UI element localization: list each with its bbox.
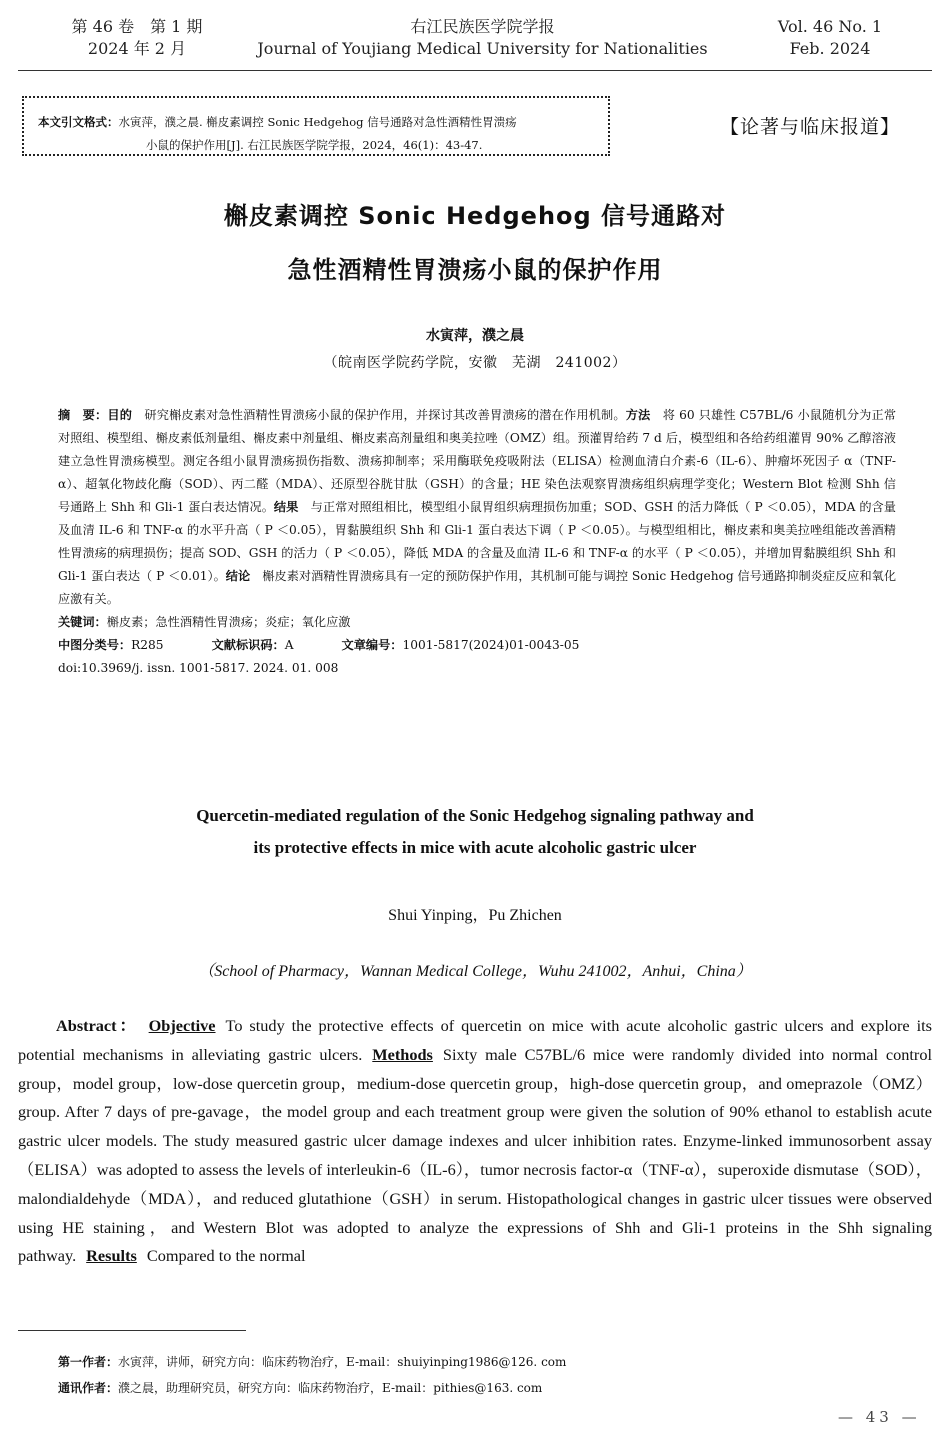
footnote-rule: [18, 1330, 246, 1331]
title-cn-line-2: 急性酒精性胃溃疡小鼠的保护作用: [287, 256, 663, 284]
abstract-en-methods: Sixty male C57BL/6 mice were randomly divided into normal control group，model group，low-dose quercetin group，medium-dose quercetin group，high-dose quercetin group，and omeprazole（OMZ）group. After 7 days of pre-gavage，the model group and each treatment group were given the solution of 90% ethanol to establish acute gastric ulcer models. The study measured gastric ulcer damage indexes and ulcer inhibition rates. Enzyme-linked immunosorbent assay（ELISA）was adopted to assess the levels of interleukin-6（IL-6），tumor necrosis factor-α（TNF-α），superoxide dismutase（SOD），malondialdehyde（MDA），and reduced glutathione（GSH）in serum. Histopathological changes in gastric ulcer tissues were observed using HE staining，and Western Blot was adopted to analyze the expressions of Shh and Gli-1 proteins in the Shh signaling pathway.: [18, 1044, 933, 1266]
doc-code-label: 文献标识码：: [211, 638, 285, 652]
abstract-cn-body: [58, 404, 896, 611]
header-journal-block: [240, 16, 725, 60]
citation-text-1: 水寅萍，濮之晨. 槲皮素调控 Sonic Hedgehog 信号通路对急性酒精性胃溃疡: [118, 115, 517, 129]
page-number: — 43 —: [838, 1408, 921, 1426]
header-volume-block: [62, 16, 212, 60]
citation-box: [22, 96, 610, 156]
doi: doi:10.3969/j. issn. 1001-5817. 2024. 01. 008: [58, 661, 339, 675]
corresponding-author-label: 通讯作者：: [58, 1381, 119, 1395]
abstract-cn: [58, 404, 896, 680]
abstract-cn-results: 与正常对照组相比，模型组小鼠胃组织病理损伤加重；SOD、GSH 的活力降低（ P ＜0.05），MDA 的含量及血清 IL-6 和 TNF-α 的水平升高（ P ＜0.05），胃黏膜组织 Shh 和 Gli-1 蛋白表达下调（ P ＜0.05）。与模型组相比，槲皮素和奥美拉唑组能改善酒精性胃溃疡的病理损伤；提高 SOD、GSH 的活力（ P ＜0.05），降低 MDA 的含量及血清 IL-6 和 TNF-α 的水平（ P ＜0.05），并增加胃黏膜组织 Shh 和 Gli-1 蛋白表达（ P ＜0.01）。: [58, 500, 896, 583]
header-volume-en: Vol. 46 No. 1: [777, 17, 883, 36]
authors-cn: 水寅萍，濮之晨: [426, 328, 524, 344]
title-en-line-1: Quercetin-mediated regulation of the Sonic Hedgehog signaling pathway and: [196, 806, 754, 825]
title-cn-line-1: 槲皮素调控 Sonic Hedgehog 信号通路对: [223, 202, 727, 230]
abstract-en-results-label: Results: [86, 1246, 137, 1266]
authors-en: Shui Yinping，Pu Zhichen: [388, 907, 562, 924]
header-journal-en: Journal of Youjiang Medical University for Nationalities: [257, 39, 708, 58]
abstract-en-methods-label: Methods: [372, 1044, 433, 1064]
header-date-en: Feb. 2024: [789, 39, 871, 58]
section-tag: 【论著与临床报道】: [720, 116, 901, 138]
header-rule: [18, 70, 932, 71]
article-number-value: 1001-5817(2024)01-0043-05: [402, 638, 580, 652]
title-en-line-2: its protective effects in mice with acute alcoholic gastric ulcer: [253, 838, 697, 857]
citation-line-1: [38, 111, 598, 134]
doc-code-value: A: [284, 638, 294, 652]
affiliation-cn: （皖南医学院药学院，安徽 芜湖 241002）: [323, 355, 627, 371]
header-journal-cn: 右江民族医学院学报: [410, 17, 555, 36]
abstract-cn-methods: 将 60 只雄性 C57BL/6 小鼠随机分为正常对照组、模型组、槲皮素低剂量组、槲皮素中剂量组、槲皮素高剂量组和奥美拉唑（OMZ）组。预灌胃给药 7 d 后，模型组和各给药组灌胃 90% 乙醇溶液建立急性胃溃疡模型。测定各组小鼠胃溃疡损伤指数、溃疡抑制率；采用酶联免疫吸附法（ELISA）检测血清白介素-6（IL-6）、肿瘤坏死因子 α（TNF-α）、超氧化物歧化酶（SOD）、丙二醛（MDA）、还原型谷胱甘肽（GSH）的含量；HE 染色法观察胃溃疡组织病理学变化；Western Blot 检测 Shh 信号通路上 Shh 和 Gli-1 蛋白表达情况。: [58, 408, 897, 514]
abstract-cn-label: 摘 要：: [58, 408, 108, 422]
clc-label: 中图分类号：: [58, 638, 132, 652]
abstract-cn-objective-label: 目的: [107, 408, 133, 422]
footnote-first-author: [58, 1352, 566, 1372]
footnote-corresponding-author: [58, 1378, 542, 1398]
abstract-cn-conclusion: 槲皮素对酒精性胃溃疡具有一定的预防保护作用，其机制可能与调控 Sonic Hedgehog 信号通路抑制炎症反应和氧化应激有关。: [58, 569, 897, 606]
abstract-en-objective-label: Objective: [148, 1016, 216, 1035]
abstract-en-body: [18, 1012, 932, 1271]
abstract-cn-conclusion-label: 结论: [225, 569, 251, 583]
affiliation-en: （School of Pharmacy，Wannan Medical College，Wuhu 241002，Anhui，China）: [198, 963, 752, 980]
keywords: [58, 611, 896, 634]
clc-value: R285: [131, 638, 164, 652]
abstract-en-objective: To study the protective effects of quercetin on mice with acute alcoholic gastric ulcers and explore its potential mechanisms in alleviating gastric ulcers.: [18, 1016, 932, 1064]
keywords-label: 关键词：: [58, 615, 107, 629]
header-volume-cn: 第 46 卷 第 1 期: [71, 17, 203, 36]
abstract-en: [18, 1012, 932, 1271]
first-author-text: 水寅萍，讲师，研究方向：临床药物治疗，E-mail：shuiyinping1986@126. com: [118, 1355, 567, 1369]
header-issue-block: [770, 16, 890, 60]
abstract-cn-results-label: 结果: [273, 500, 299, 514]
corresponding-author-text: 濮之晨，助理研究员，研究方向：临床药物治疗，E-mail：pithies@163. com: [118, 1381, 543, 1395]
abstract-en-results: Compared to the normal: [146, 1246, 306, 1266]
article-number-label: 文章编号：: [341, 638, 403, 652]
keywords-text: 槲皮素；急性酒精性胃溃疡；炎症；氧化应激: [106, 615, 351, 629]
abstract-cn-objective: 研究槲皮素对急性酒精性胃溃疡小鼠的保护作用，并探讨其改善胃溃疡的潜在作用机制。: [132, 408, 626, 422]
classification-line: [58, 634, 896, 657]
citation-text-2: 小鼠的保护作用[J]. 右江民族医学院学报，2024，46(1)：43-47.: [146, 138, 483, 152]
first-author-label: 第一作者：: [58, 1355, 119, 1369]
abstract-cn-methods-label: 方法: [625, 408, 651, 422]
abstract-en-label: Abstract：: [56, 1016, 139, 1035]
citation-label: 本文引文格式：: [38, 115, 119, 129]
header-date-cn: 2024 年 2 月: [87, 39, 187, 58]
